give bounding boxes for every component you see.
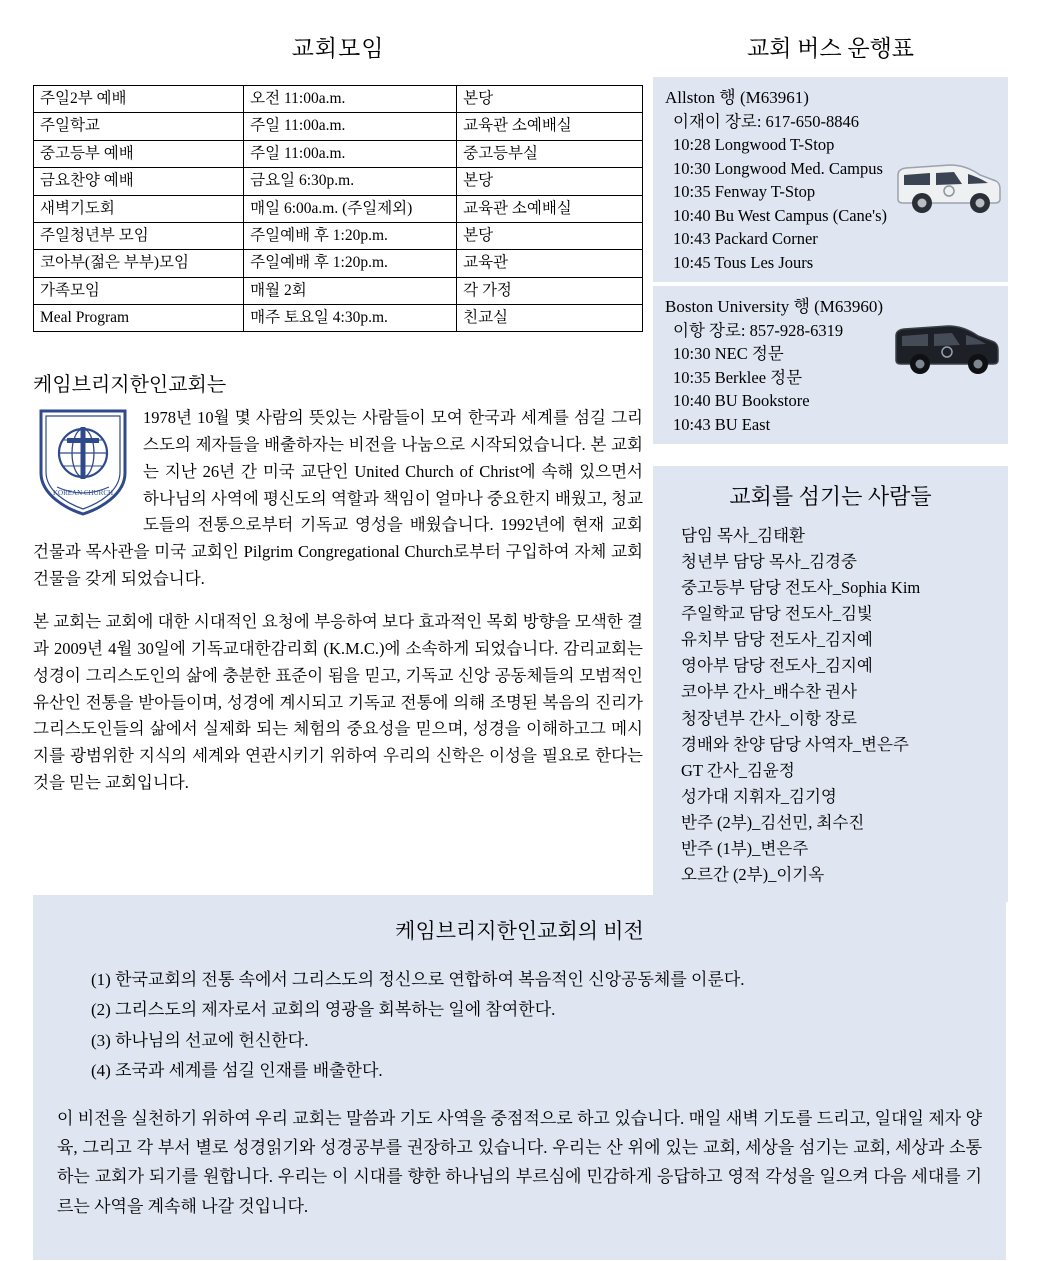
meeting-time: 매주 토요일 4:30p.m. [244, 305, 457, 332]
list-item: 이재이 장로: 617-650-8846 [673, 112, 860, 131]
list-item: 주일학교 담당 전도사_김빛 [681, 604, 873, 624]
meeting-place: 본당 [457, 86, 643, 113]
vision-panel [33, 895, 1006, 1260]
list-item: 유치부 담당 전도사_김지예 [681, 630, 873, 650]
bus-route-name: Allston 행 (M63961) [665, 88, 809, 107]
left-column [33, 30, 643, 796]
meeting-name: 가족모임 [34, 277, 244, 304]
svg-text:KOREAN CHURCH: KOREAN CHURCH [52, 489, 114, 498]
meeting-time: 매일 6:00a.m. (주일제외) [244, 195, 457, 222]
servants-list [653, 523, 1008, 888]
table-row [34, 140, 643, 167]
list-item: 10:40 Bu West Campus (Cane's) [673, 205, 887, 225]
list-item: 오르간 (2부)_이기옥 [681, 864, 825, 884]
meeting-place: 본당 [457, 222, 643, 249]
meeting-place: 교육관 소예배실 [457, 113, 643, 140]
table-row [34, 86, 643, 113]
meeting-time: 오전 11:00a.m. [244, 86, 457, 113]
church-paragraph-2: 본 교회는 교회에 대한 시대적인 요청에 부응하여 보다 효과적인 목회 방향을 모색한 결과 2009년 4월 30일에 기독교대한감리회 (K.M.C.)에 소속하게 되었습니다. 감리교회는 성경이 그리스도인의 삶에 충분한 표준이 됨을 믿고, 기독교 신앙 공동체들의 모범적인 유산인 전통을 받아들이며, 성경에 계시되고 기독교 전통에 의해 조명된 복음의 진리가 그리스도인들의 삶에서 실제화 되는 체험의 중요성을 믿으며, 성경을 이해하고그 메시지를 광범위한 지식의 세계와 연관시키기 위하여 우리의 신학은 이성을 필요로 한다는 것을 믿는 교회입니다. [33, 612, 643, 792]
list-item: 10:45 Tous Les Jours [673, 252, 814, 272]
list-item: 성가대 지휘자_김기영 [681, 786, 837, 806]
table-row [34, 305, 643, 332]
meetings-title: 교회모임 [291, 36, 385, 61]
church-intro [33, 405, 643, 796]
bus-route-allston [653, 77, 1008, 282]
servants-panel [653, 466, 1008, 902]
meeting-time: 주일예배 후 1:20p.m. [244, 250, 457, 277]
meeting-place: 교육관 소예배실 [457, 195, 643, 222]
meeting-place: 본당 [457, 168, 643, 195]
table-row [34, 195, 643, 222]
table-row [34, 222, 643, 249]
white-van-icon [892, 155, 1004, 224]
meeting-name: 중고등부 예배 [34, 140, 244, 167]
vision-list [57, 965, 982, 1086]
meetings-table-body [34, 86, 643, 332]
list-item: (4) 조국과 세계를 섬길 인재를 배출한다. [91, 1060, 383, 1080]
table-row [34, 113, 643, 140]
list-item: 중고등부 담당 전도사_Sophia Kim [681, 578, 921, 598]
table-row [34, 277, 643, 304]
list-item: 코아부 간사_배수찬 권사 [681, 682, 857, 702]
meeting-place: 각 가정 [457, 277, 643, 304]
list-item: 청년부 담당 목사_김경중 [681, 552, 857, 572]
list-item: GT 간사_김윤정 [681, 760, 795, 780]
black-van-icon [890, 316, 1002, 385]
meetings-table [33, 85, 643, 332]
table-row [34, 168, 643, 195]
list-item: 청장년부 간사_이항 장로 [681, 708, 857, 728]
list-item: 10:40 BU Bookstore [673, 391, 810, 411]
church-heading: 케임브리지한인교회는 [33, 374, 227, 397]
list-item: 10:43 BU East [673, 414, 771, 434]
meeting-name: 새벽기도회 [34, 195, 244, 222]
list-item: 10:30 Longwood Med. Campus [673, 158, 883, 178]
list-item: 10:43 Packard Corner [673, 229, 818, 249]
meeting-name: Meal Program [34, 305, 244, 332]
list-item: 반주 (2부)_김선민, 최수진 [681, 812, 865, 832]
church-paragraph-1: 1978년 10월 몇 사람의 뜻있는 사람들이 모여 한국과 세계를 섬길 그리스도의 제자들을 배출하자는 비전을 나눔으로 시작되었습니다. 본 교회는 지난 26년 간 미국 교단인 United Church of Christ에 속해 있으면서 하나님의 사역에 평신도의 역할과 책임이 얼마나 중요한지 배웠고, 청교도들의 전통으로부터 기독교 영성을 배웠습니다. 1992년에 현재 교회 건물과 목사관을 미국 교회인 Pilgrim Congregational Church로부터 구입하여 자체 교회 건물을 갖게 되었습니다. [33, 408, 643, 588]
meeting-name: 주일학교 [34, 113, 244, 140]
vision-title: 케임브리지한인교회의 비전 [395, 919, 644, 943]
church-crest-icon [37, 407, 129, 515]
list-item: 10:35 Berklee 정문 [673, 367, 803, 387]
meeting-time: 매월 2회 [244, 277, 457, 304]
list-item: 10:35 Fenway T-Stop [673, 182, 816, 202]
meeting-time: 금요일 6:30p.m. [244, 168, 457, 195]
meeting-name: 코아부(젊은 부부)모임 [34, 250, 244, 277]
meeting-name: 금요찬양 예배 [34, 168, 244, 195]
list-item: 10:28 Longwood T-Stop [673, 135, 835, 155]
list-item: 이항 장로: 857-928-6319 [673, 320, 844, 340]
servants-title: 교회를 섬기는 사람들 [729, 484, 932, 510]
list-item: 영아부 담당 전도사_김지예 [681, 656, 873, 676]
meeting-place: 중고등부실 [457, 140, 643, 167]
meeting-name: 주일2부 예배 [34, 86, 244, 113]
bus-route-bu [653, 286, 1008, 444]
list-item: 10:30 NEC 정문 [673, 344, 784, 364]
table-row [34, 250, 643, 277]
meeting-place: 친교실 [457, 305, 643, 332]
meeting-time: 주일 11:00a.m. [244, 140, 457, 167]
list-item: (2) 그리스도의 제자로서 교회의 영광을 회복하는 일에 참여한다. [91, 1000, 556, 1020]
meeting-time: 주일 11:00a.m. [244, 113, 457, 140]
list-item: (1) 한국교회의 전통 속에서 그리스도의 정신으로 연합하여 복음적인 신앙공동체를 이룬다. [91, 970, 745, 989]
list-item: 경배와 찬양 담당 사역자_변은주 [681, 734, 909, 754]
list-item: (3) 하나님의 선교에 헌신한다. [91, 1030, 309, 1050]
right-column [653, 30, 1008, 902]
meeting-place: 교육관 [457, 250, 643, 277]
bus-route-name: Boston University 행 (M63960) [665, 296, 884, 316]
list-item: 반주 (1부)_변은주 [681, 838, 809, 858]
meeting-time: 주일예배 후 1:20p.m. [244, 222, 457, 249]
list-item: 담임 목사_김태환 [681, 526, 805, 546]
vision-body: 이 비전을 실천하기 위하여 우리 교회는 말씀과 기도 사역을 중점적으로 하고 있습니다. 매일 새벽 기도를 드리고, 일대일 제자 양육, 그리고 각 부서 별로 성경읽기와 성경공부를 권장하고 있습니다. 우리는 산 위에 있는 교회, 세상을 섬기는 교회, 세상과 소통하는 교회가 되기를 원합니다. 우리는 이 시대를 향한 하나님의 부르심에 민감하게 응답하고 영적 각성을 일으켜 다음 세대를 기르는 사역을 계속해 나갈 것입니다. [57, 1109, 982, 1216]
meeting-name: 주일청년부 모임 [34, 222, 244, 249]
bus-schedule-title: 교회 버스 운행표 [746, 36, 915, 61]
